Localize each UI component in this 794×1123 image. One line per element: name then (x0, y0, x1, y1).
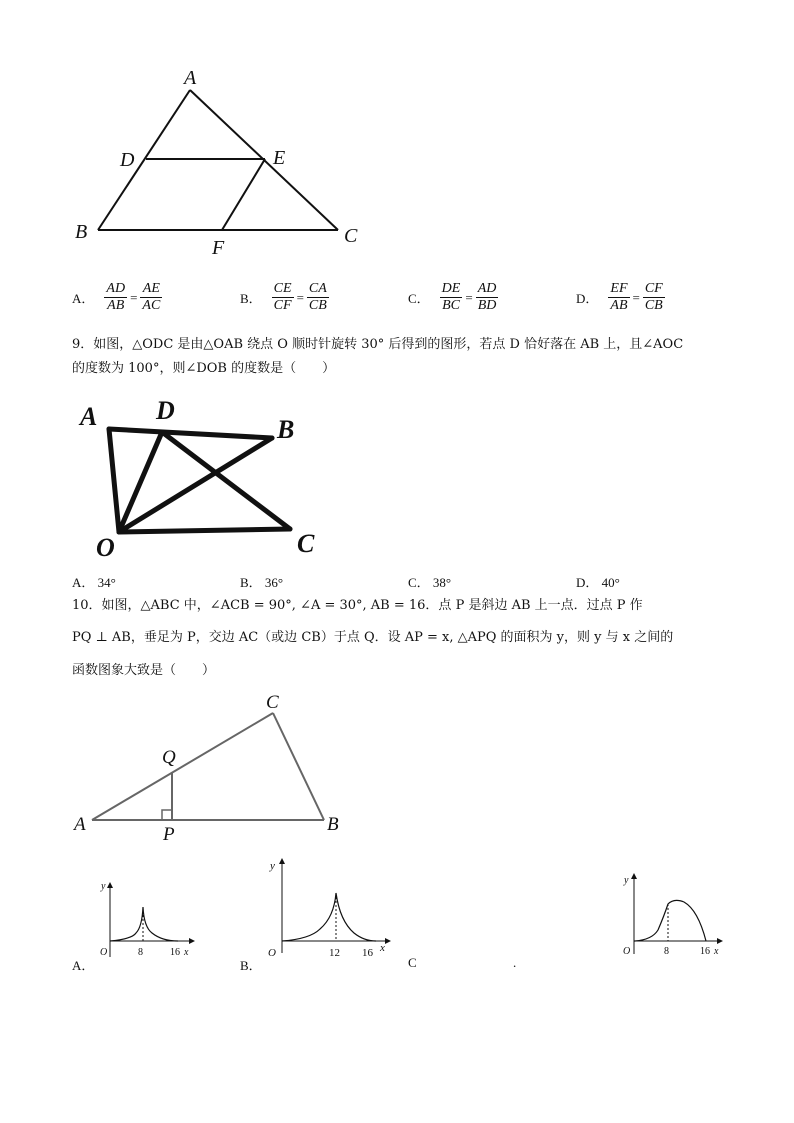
q10-stem-line1: 10．如图，△ABC 中，∠ACB = 90°, ∠A = 30°, AB = 16．点 P 是斜边 AB 上一点．过点 P 作 (72, 598, 643, 613)
tick-label-8: 8 (664, 946, 669, 957)
q10-stem-line3: 函数图象大致是（ ） (72, 663, 216, 678)
tick-label-16: 16 (362, 947, 373, 959)
q8-option-d[interactable]: D． $\frac{EF}{AB}$ = $\frac{CF}{CB}$ (576, 281, 663, 313)
q10-triangle-figure (72, 688, 362, 848)
q10-graph-c-dot: . (513, 955, 517, 970)
fraction: $\frac{EF}{AB}$ (610, 281, 628, 313)
point-label-c: C (266, 692, 279, 713)
y-axis-label: y (101, 881, 106, 892)
fraction: $\frac{DE}{BC}$ (441, 281, 461, 313)
q10-graph-b[interactable] (262, 855, 394, 967)
option-label: C． (408, 291, 430, 306)
origin-label: O (623, 946, 631, 957)
tick-label-16: 16 (700, 946, 710, 957)
point-label-f: F (212, 237, 225, 259)
q9-stem-line2: 的度数为 100°，则∠DOB 的度数是（ ） (72, 361, 336, 376)
fraction: $\frac{AE}{AC}$ (142, 281, 161, 313)
curve (110, 907, 178, 941)
fraction: $\frac{CE}{CF}$ (273, 281, 292, 313)
segment-cb (273, 713, 324, 820)
point-label-b: B (277, 415, 295, 444)
segment-ac (92, 713, 273, 820)
fraction: $\frac{CF}{CB}$ (644, 281, 663, 313)
x-axis-label: x (380, 942, 385, 954)
option-label: A． (72, 291, 95, 306)
segment-dc (162, 432, 290, 529)
q10-graph-d[interactable] (618, 868, 728, 962)
segment-ab (109, 429, 272, 438)
point-label-c: C (344, 225, 358, 247)
q10-graph-b-label[interactable]: B． (240, 958, 262, 973)
point-label-a: A (74, 814, 86, 835)
tick-label-16: 16 (170, 947, 180, 958)
q10-stem-line2: PQ ⊥ AB，垂足为 P，交边 AC（或边 CB）于点 Q．设 AP = x, △APQ 的面积为 y，则 y 与 x 之间的 (72, 630, 674, 645)
q9-choice-c[interactable]: C． 38° (408, 575, 452, 590)
point-label-e: E (273, 147, 286, 169)
q8-option-a[interactable]: A． $\frac{AD}{AB}$ = $\frac{AE}{AC}$ (72, 281, 161, 313)
point-label-a: A (184, 67, 197, 89)
option-label: B． (240, 291, 262, 306)
origin-label: O (268, 947, 276, 959)
fraction: $\frac{AD}{BD}$ (477, 281, 497, 313)
y-axis-label: y (270, 860, 275, 872)
y-axis-label: y (624, 875, 629, 886)
origin-label: O (100, 947, 108, 958)
segment-oc (119, 529, 290, 532)
q8-option-b[interactable]: B． $\frac{CE}{CF}$ = $\frac{CA}{CB}$ (240, 281, 327, 313)
point-label-q: Q (162, 747, 176, 768)
q10-graph-c-label[interactable]: C (408, 955, 417, 970)
q9-choice-b[interactable]: B． 36° (240, 575, 284, 590)
point-label-d: D (156, 396, 175, 425)
segment-ef (222, 159, 265, 230)
fraction: $\frac{CA}{CB}$ (308, 281, 327, 313)
point-label-c: C (297, 529, 315, 558)
point-label-b: B (75, 221, 88, 243)
fraction: $\frac{AD}{AB}$ (106, 281, 126, 313)
curve (282, 893, 376, 941)
q9-stem-line1: 9．如图，△ODC 是由△OAB 绕点 O 顺时针旋转 30° 后得到的图形，若点 D 恰好落在 AB 上，且∠AOC (72, 337, 684, 352)
tick-label-8: 8 (138, 947, 143, 958)
q10-graph-a-label[interactable]: A． (72, 958, 95, 973)
x-axis-label: x (184, 947, 189, 958)
q8-triangle-figure (70, 60, 370, 265)
point-label-p: P (163, 824, 175, 845)
segment-ao (109, 429, 119, 532)
q8-option-c[interactable]: C． $\frac{DE}{BC}$ = $\frac{AD}{BD}$ (408, 281, 497, 313)
point-label-d: D (120, 149, 135, 171)
q10-graph-a[interactable] (96, 875, 200, 967)
point-label-o: O (96, 533, 115, 562)
q9-choice-a[interactable]: A． 34° (72, 575, 116, 590)
curve (634, 900, 706, 941)
right-angle-mark (162, 810, 172, 820)
q9-choice-d[interactable]: D． 40° (576, 575, 620, 590)
option-label: D． (576, 291, 599, 306)
point-label-a: A (80, 402, 98, 431)
segment-ob (119, 438, 272, 532)
q9-figure (72, 392, 342, 564)
tick-label-12: 12 (329, 947, 340, 959)
x-axis-label: x (714, 946, 719, 957)
point-label-b: B (327, 814, 339, 835)
